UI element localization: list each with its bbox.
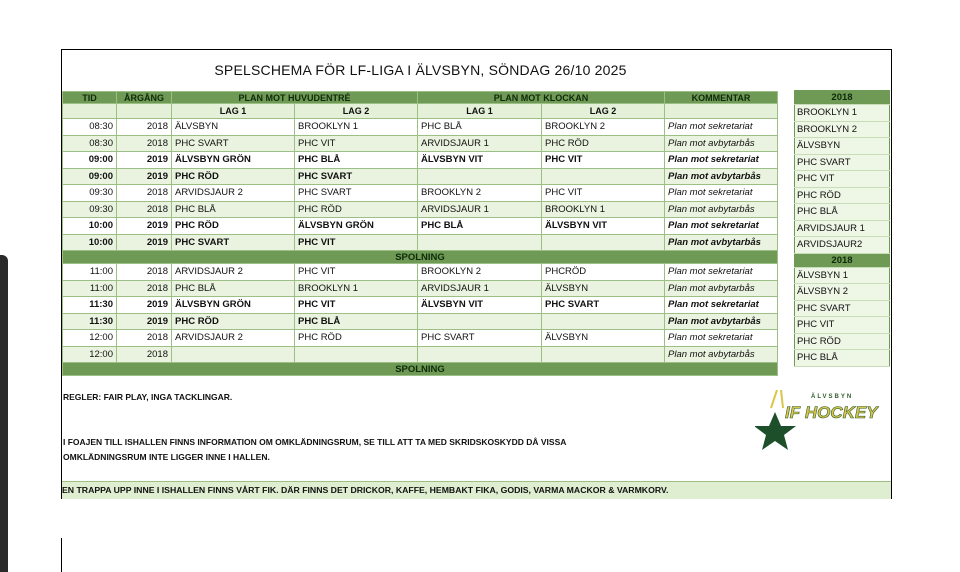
team-name: PHC SVART: [795, 300, 890, 317]
comment-cell: Plan mot avbytarbås: [665, 280, 778, 297]
team-name: PHC RÖD: [795, 333, 890, 350]
time-cell: 11:00: [63, 264, 117, 281]
plan2-team2-cell: BROOKLYN 1: [542, 201, 665, 218]
team-list-row: [795, 154, 890, 171]
plan1-team2-cell: PHC RÖD: [295, 330, 418, 347]
blank-cell: [117, 104, 172, 119]
plan1-team1-cell: PHC RÖD: [172, 218, 295, 235]
comment-cell: Plan mot avbytarbås: [665, 168, 778, 185]
time-cell: 09:00: [63, 168, 117, 185]
plan1-team2-cell: BROOKLYN 1: [295, 119, 418, 136]
team-group-header: 2018: [795, 253, 890, 267]
schedule-row: [63, 135, 778, 152]
comment-cell: Plan mot sekretariat: [665, 152, 778, 169]
plan1-team2-cell: PHC BLÅ: [295, 313, 418, 330]
time-cell: 12:00: [63, 346, 117, 363]
plan1-team1-cell: PHC SVART: [172, 234, 295, 251]
plan1-team2-cell: PHC RÖD: [295, 201, 418, 218]
year-cell: 2018: [117, 346, 172, 363]
plan1-team2-cell: PHC SVART: [295, 168, 418, 185]
team-list-row: [795, 253, 890, 267]
schedule-row: [63, 185, 778, 202]
schedule-row: [63, 119, 778, 136]
team-list-row: [795, 187, 890, 204]
team-name: BROOKLYN 1: [795, 105, 890, 122]
schedule-table: [62, 91, 778, 376]
col-plan2-lag2: LAG 2: [542, 104, 665, 119]
team-list-row: [795, 317, 890, 334]
team-list-row: [795, 267, 890, 284]
time-cell: 09:30: [63, 201, 117, 218]
plan1-team1-cell: ÄLVSBYN GRÖN: [172, 297, 295, 314]
comment-cell: Plan mot avbytarbås: [665, 201, 778, 218]
window-edge: [0, 255, 8, 572]
team-list-row: [795, 300, 890, 317]
year-cell: 2019: [117, 313, 172, 330]
team-list-row: [795, 105, 890, 122]
plan1-team2-cell: PHC VIT: [295, 264, 418, 281]
comment-cell: Plan mot avbytarbås: [665, 346, 778, 363]
spolning-label: SPOLNING: [63, 251, 778, 264]
time-cell: 10:00: [63, 234, 117, 251]
plan2-team1-cell: PHC BLÅ: [418, 218, 542, 235]
year-cell: 2019: [117, 168, 172, 185]
time-cell: 11:00: [63, 280, 117, 297]
time-cell: 09:30: [63, 185, 117, 202]
year-cell: 2018: [117, 185, 172, 202]
plan2-team1-cell: PHC SVART: [418, 330, 542, 347]
team-name: ARVIDSJAUR2: [795, 237, 890, 254]
plan2-team2-cell: ÄLVSBYN: [542, 330, 665, 347]
team-list-row: [795, 237, 890, 254]
year-cell: 2018: [117, 264, 172, 281]
comment-cell: Plan mot avbytarbås: [665, 313, 778, 330]
schedule-row: [63, 297, 778, 314]
plan1-team1-cell: PHC RÖD: [172, 168, 295, 185]
subheader-row: [63, 104, 778, 119]
plan2-team2-cell: ÄLVSBYN: [542, 280, 665, 297]
col-plan2-lag1: LAG 1: [418, 104, 542, 119]
team-list-body: [795, 91, 890, 367]
blank-cell: [665, 104, 778, 119]
time-cell: 11:30: [63, 313, 117, 330]
team-list-row: [795, 121, 890, 138]
team-name: ARVIDSJAUR 1: [795, 220, 890, 237]
plan1-team1-cell: ARVIDSJAUR 2: [172, 330, 295, 347]
comment-cell: Plan mot sekretariat: [665, 218, 778, 235]
plan2-team1-cell: [418, 346, 542, 363]
year-cell: 2018: [117, 280, 172, 297]
plan2-team1-cell: [418, 234, 542, 251]
time-cell: 10:00: [63, 218, 117, 235]
plan1-team1-cell: ÄLVSBYN: [172, 119, 295, 136]
team-name: PHC VIT: [795, 171, 890, 188]
comment-cell: Plan mot avbytarbås: [665, 135, 778, 152]
schedule-document: [61, 49, 892, 499]
schedule-body: [63, 92, 778, 376]
time-cell: 12:00: [63, 330, 117, 347]
plan1-team1-cell: [172, 346, 295, 363]
rules-note: REGLER: FAIR PLAY, INGA TACKLINGAR.: [63, 392, 233, 402]
team-list-row: [795, 138, 890, 155]
plan1-team2-cell: PHC VIT: [295, 234, 418, 251]
plan2-team1-cell: [418, 313, 542, 330]
plan1-team1-cell: ÄLVSBYN GRÖN: [172, 152, 295, 169]
plan2-team1-cell: ÄLVSBYN VIT: [418, 297, 542, 314]
schedule-row: [63, 330, 778, 347]
schedule-row: [63, 152, 778, 169]
team-name: PHC BLÅ: [795, 350, 890, 367]
plan1-team2-cell: PHC VIT: [295, 297, 418, 314]
blank-cell: [63, 104, 117, 119]
team-list-row: [795, 350, 890, 367]
col-plan1-lag1: LAG 1: [172, 104, 295, 119]
plan1-team2-cell: PHC SVART: [295, 185, 418, 202]
comment-cell: Plan mot sekretariat: [665, 330, 778, 347]
foyer-note-line2: OMKLÄDNINGSRUM INTE LIGGER INNE I HALLEN.: [63, 452, 270, 462]
team-list: [794, 90, 890, 367]
comment-cell: Plan mot sekretariat: [665, 297, 778, 314]
plan1-team1-cell: PHC RÖD: [172, 313, 295, 330]
plan2-team2-cell: PHC SVART: [542, 297, 665, 314]
plan1-team2-cell: PHC VIT: [295, 135, 418, 152]
col-plan-huvudentre: PLAN MOT HUVUDENTRÉ: [172, 92, 418, 104]
team-name: ÄLVSBYN 1: [795, 267, 890, 284]
year-cell: 2018: [117, 201, 172, 218]
plan2-team2-cell: BROOKLYN 2: [542, 119, 665, 136]
year-cell: 2018: [117, 119, 172, 136]
plan2-team2-cell: PHC VIT: [542, 185, 665, 202]
team-name: PHC VIT: [795, 317, 890, 334]
plan1-team1-cell: PHC BLÅ: [172, 201, 295, 218]
plan2-team2-cell: [542, 234, 665, 251]
comment-cell: Plan mot avbytarbås: [665, 234, 778, 251]
col-argang: ÅRGÅNG: [117, 92, 172, 104]
foyer-note-line1: I FOAJEN TILL ISHALLEN FINNS INFORMATION OM OMKLÄDNINGSRUM, SE TILL ATT TA MED SKRIDSKOSKYDD DÅ VISSA: [63, 437, 567, 447]
plan2-team1-cell: PHC BLÅ: [418, 119, 542, 136]
header-row: [63, 92, 778, 104]
plan1-team1-cell: ARVIDSJAUR 2: [172, 185, 295, 202]
team-name: BROOKLYN 2: [795, 121, 890, 138]
team-list-row: [795, 220, 890, 237]
time-cell: 08:30: [63, 135, 117, 152]
comment-cell: Plan mot sekretariat: [665, 264, 778, 281]
schedule-row: [63, 168, 778, 185]
plan2-team1-cell: BROOKLYN 2: [418, 264, 542, 281]
plan2-team2-cell: ÄLVSBYN VIT: [542, 218, 665, 235]
schedule-row: [63, 201, 778, 218]
team-name: PHC SVART: [795, 154, 890, 171]
schedule-row: [63, 218, 778, 235]
plan2-team1-cell: [418, 168, 542, 185]
schedule-row: [63, 313, 778, 330]
col-plan1-lag2: LAG 2: [295, 104, 418, 119]
year-cell: 2019: [117, 218, 172, 235]
plan2-team1-cell: ARVIDSJAUR 1: [418, 135, 542, 152]
logo-top-text: ÄLVSBYN: [811, 394, 854, 400]
col-tid: TID: [63, 92, 117, 104]
plan1-team1-cell: PHC BLÅ: [172, 280, 295, 297]
schedule-row: [63, 264, 778, 281]
spolning-label: SPOLNING: [63, 363, 778, 376]
comment-cell: Plan mot sekretariat: [665, 119, 778, 136]
team-group-header: 2018: [795, 91, 890, 105]
team-list-row: [795, 91, 890, 105]
plan1-team2-cell: ÄLVSBYN GRÖN: [295, 218, 418, 235]
time-cell: 11:30: [63, 297, 117, 314]
year-cell: 2019: [117, 297, 172, 314]
time-cell: 08:30: [63, 119, 117, 136]
text-cursor: [61, 538, 62, 572]
plan2-team1-cell: ARVIDSJAUR 1: [418, 201, 542, 218]
plan1-team2-cell: BROOKLYN 1: [295, 280, 418, 297]
plan1-team2-cell: [295, 346, 418, 363]
team-name: PHC RÖD: [795, 187, 890, 204]
col-plan-klockan: PLAN MOT KLOCKAN: [418, 92, 665, 104]
year-cell: 2019: [117, 152, 172, 169]
spolning-band: [63, 363, 778, 376]
year-cell: 2018: [117, 330, 172, 347]
team-name: ÄLVSBYN: [795, 138, 890, 155]
team-list-row: [795, 204, 890, 221]
team-name: PHC BLÅ: [795, 204, 890, 221]
time-cell: 09:00: [63, 152, 117, 169]
year-cell: 2019: [117, 234, 172, 251]
spolning-band: [63, 251, 778, 264]
plan2-team2-cell: [542, 313, 665, 330]
team-list-row: [795, 333, 890, 350]
plan2-team1-cell: BROOKLYN 2: [418, 185, 542, 202]
plan1-team2-cell: PHC BLÅ: [295, 152, 418, 169]
comment-cell: Plan mot sekretariat: [665, 185, 778, 202]
logo-main-text: IF HOCKEY: [785, 403, 878, 422]
plan2-team2-cell: [542, 168, 665, 185]
team-list-row: [795, 171, 890, 188]
team-name: ÄLVSBYN 2: [795, 284, 890, 301]
footer-note: EN TRAPPA UPP INNE I ISHALLEN FINNS VÅRT FIK. DÄR FINNS DET DRICKOR, KAFFE, HEMBAKT FIKA, GODIS, VARMA MACKOR & VARMKORV.: [62, 481, 891, 499]
year-cell: 2018: [117, 135, 172, 152]
plan2-team2-cell: PHC RÖD: [542, 135, 665, 152]
page-title: SPELSCHEMA FÖR LF-LIGA I ÄLVSBYN, SÖNDAG 26/10 2025: [214, 62, 627, 78]
if-hockey-logo: [755, 388, 879, 460]
plan2-team2-cell: PHC VIT: [542, 152, 665, 169]
col-kommentar: KOMMENTAR: [665, 92, 778, 104]
plan2-team2-cell: [542, 346, 665, 363]
plan1-team1-cell: ARVIDSJAUR 2: [172, 264, 295, 281]
schedule-row: [63, 234, 778, 251]
plan2-team2-cell: PHCRÖD: [542, 264, 665, 281]
schedule-row: [63, 346, 778, 363]
plan2-team1-cell: ÄLVSBYN VIT: [418, 152, 542, 169]
plan2-team1-cell: ARVIDSJAUR 1: [418, 280, 542, 297]
plan1-team1-cell: PHC SVART: [172, 135, 295, 152]
schedule-row: [63, 280, 778, 297]
team-list-row: [795, 284, 890, 301]
